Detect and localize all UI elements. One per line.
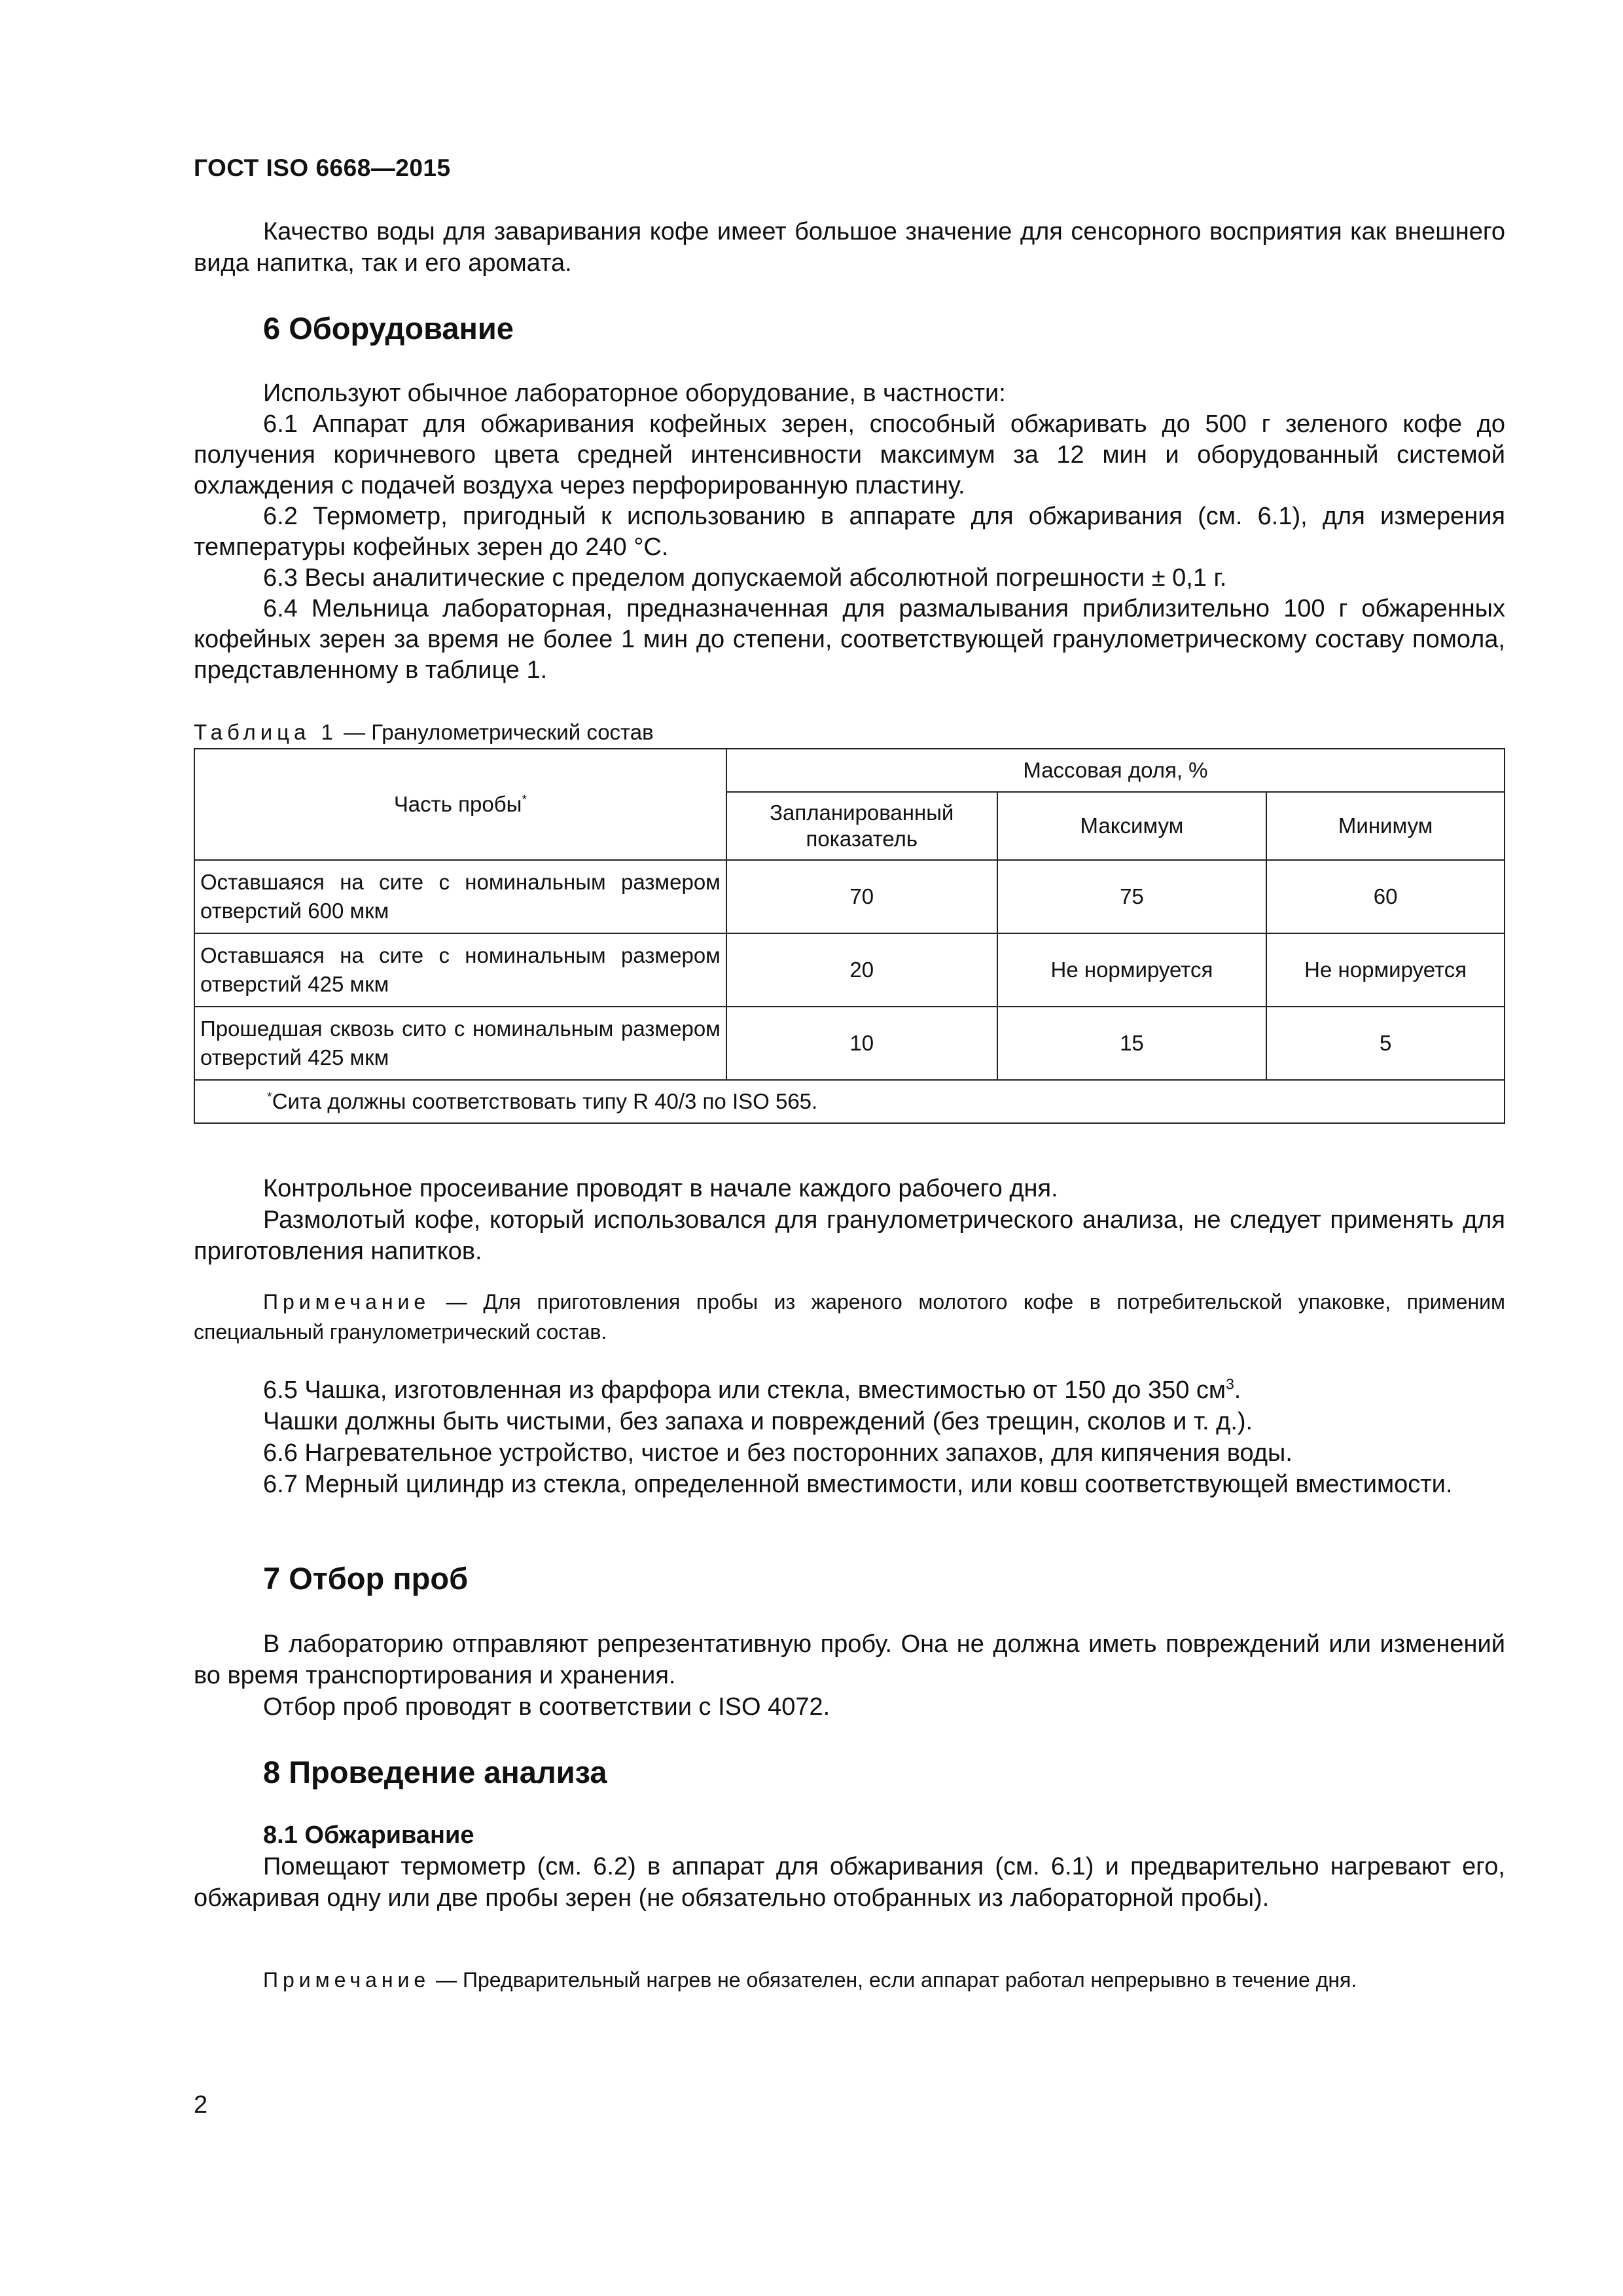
control-sieving-paragraph: Контрольное просеивание проводят в начале каждого рабочего дня. bbox=[263, 1175, 1058, 1202]
table-footnote bbox=[194, 1080, 1505, 1123]
table-row bbox=[194, 860, 1505, 933]
table-row bbox=[194, 933, 1505, 1007]
item-6-5-text: 6.5 Чашка, изготовленная из фарфора или стекла, вместимостью от 150 до 350 см bbox=[263, 1376, 1226, 1404]
item-6-2: 6.2 Термометр, пригодный к использованию в аппарате для обжаривания (см. 6.1), для измерения температуры кофейных зерен до 240 °С. bbox=[194, 503, 1505, 561]
item-6-5-sup: 3 bbox=[1226, 1375, 1234, 1393]
intro-block bbox=[194, 216, 1505, 279]
footnote-mark: * bbox=[267, 1090, 272, 1104]
note-1-label: Примечание bbox=[263, 1290, 431, 1314]
row-planned-cell: 20 bbox=[726, 933, 997, 1007]
row-part-cell: Прошедшая сквозь сито с номинальным размером отверстий 425 мкм bbox=[194, 1007, 726, 1080]
document-header: ГОСТ ISO 6668—2015 bbox=[194, 154, 451, 181]
header-max: Максимум bbox=[997, 792, 1267, 860]
note-1 bbox=[194, 1287, 1505, 1347]
header-footnote-mark: * bbox=[522, 793, 527, 807]
subsection-8-1-title: 8.1 Обжаривание bbox=[263, 1821, 474, 1849]
table-1-caption-label: Таблица 1 bbox=[194, 720, 338, 744]
footnote-text: Сита должны соответствовать типу R 40/3 по ISO 565. bbox=[272, 1089, 818, 1113]
header-sample-part-label: Часть пробы bbox=[393, 792, 522, 816]
row-min-cell: 5 bbox=[1266, 1007, 1505, 1080]
row-part-cell: Оставшаяся на сите с номинальным размером отверстий 600 мкм bbox=[194, 860, 726, 933]
row-max-cell: Не нормируется bbox=[997, 933, 1267, 1007]
section-7-paragraph-1: В лабораторию отправляют репрезентативную пробу. Она не должна иметь повреждений или изменений во время транспортирования и хранения. bbox=[194, 1630, 1505, 1689]
intro-paragraph: Качество воды для заваривания кофе имеет большое значение для сенсорного восприятия как внешнего вида напитка, так и его аромата. bbox=[194, 218, 1505, 277]
note-1-text: — Для приготовления пробы из жареного молотого кофе в потребительской упаковке, применим специальный гранулометрический состав. bbox=[194, 1290, 1505, 1344]
items-more-block bbox=[194, 1374, 1505, 1500]
row-max-cell: 75 bbox=[997, 860, 1267, 933]
note-2-label: Примечание bbox=[263, 1968, 431, 1992]
section-6-title: 6 Оборудование bbox=[263, 311, 514, 346]
table-1-caption bbox=[194, 720, 654, 745]
subsection-8-1-paragraph: Помещают термометр (см. 6.2) в аппарат для обжаривания (см. 6.1) и предварительно нагревают его, обжаривая одну или две пробы зерен (не обязательно отобранных из лабораторной пробы). bbox=[194, 1853, 1505, 1912]
after-table-block bbox=[194, 1173, 1505, 1267]
item-6-7: 6.7 Мерный цилиндр из стекла, определенной вместимости, или ковш соответствующей вместимости. bbox=[263, 1471, 1453, 1498]
item-6-5-end: . bbox=[1234, 1376, 1241, 1404]
header-mass-fraction: Массовая доля, % bbox=[726, 749, 1505, 792]
table-row bbox=[194, 1007, 1505, 1080]
granulometric-table bbox=[194, 748, 1505, 1124]
note-2 bbox=[194, 1965, 1505, 1995]
row-planned-cell: 70 bbox=[726, 860, 997, 933]
item-6-1: 6.1 Аппарат для обжаривания кофейных зерен, способный обжаривать до 500 г зеленого кофе до получения коричневого цвета средней интенсивности максимум за 12 мин и оборудованный системой охлаждения с подачей воздуха через перфорированную пластину. bbox=[194, 410, 1505, 499]
row-planned-cell: 10 bbox=[726, 1007, 997, 1080]
row-part-cell: Оставшаяся на сите с номинальным размером отверстий 425 мкм bbox=[194, 933, 726, 1007]
row-max-cell: 15 bbox=[997, 1007, 1267, 1080]
section-6-body bbox=[194, 378, 1505, 686]
section-7-paragraph-2: Отбор проб проводят в соответствии с ISO 4072. bbox=[263, 1693, 830, 1721]
note-2-text: — Предварительный нагрев не обязателен, если аппарат работал непрерывно в течение дня. bbox=[430, 1968, 1357, 1992]
row-min-cell: 60 bbox=[1266, 860, 1505, 933]
section-8-body bbox=[194, 1820, 1505, 1914]
header-min: Минимум bbox=[1266, 792, 1505, 860]
header-sample-part bbox=[194, 749, 726, 860]
item-6-3: 6.3 Весы аналитические с пределом допускаемой абсолютной погрешности ± 0,1 г. bbox=[263, 564, 1227, 592]
item-6-6: 6.6 Нагревательное устройство, чистое и без посторонних запахов, для кипячения воды. bbox=[263, 1439, 1293, 1467]
item-6-4: 6.4 Мельница лабораторная, предназначенная для размалывания приблизительно 100 г обжаренных кофейных зерен за время не более 1 мин до степени, соответствующей гранулометрическому составу помола, представленному в таблице 1. bbox=[194, 595, 1505, 684]
section-8-title: 8 Проведение анализа bbox=[263, 1755, 607, 1789]
item-6-5 bbox=[194, 1374, 1505, 1406]
row-min-cell: Не нормируется bbox=[1266, 933, 1505, 1007]
ground-coffee-paragraph: Размолотый кофе, который использовался для гранулометрического анализа, не следует применять для приготовления напитков. bbox=[194, 1206, 1505, 1265]
section-7-title: 7 Отбор проб bbox=[263, 1561, 469, 1596]
header-planned: Запланированный показатель bbox=[726, 792, 997, 860]
cups-paragraph: Чашки должны быть чистыми, без запаха и повреждений (без трещин, сколов и т. д.). bbox=[263, 1408, 1253, 1435]
section-6-lead: Используют обычное лабораторное оборудование, в частности: bbox=[263, 380, 1006, 407]
table-1-caption-title: — Гранулометрический состав bbox=[337, 720, 654, 744]
page-number: 2 bbox=[194, 2091, 208, 2119]
section-7-body bbox=[194, 1628, 1505, 1723]
